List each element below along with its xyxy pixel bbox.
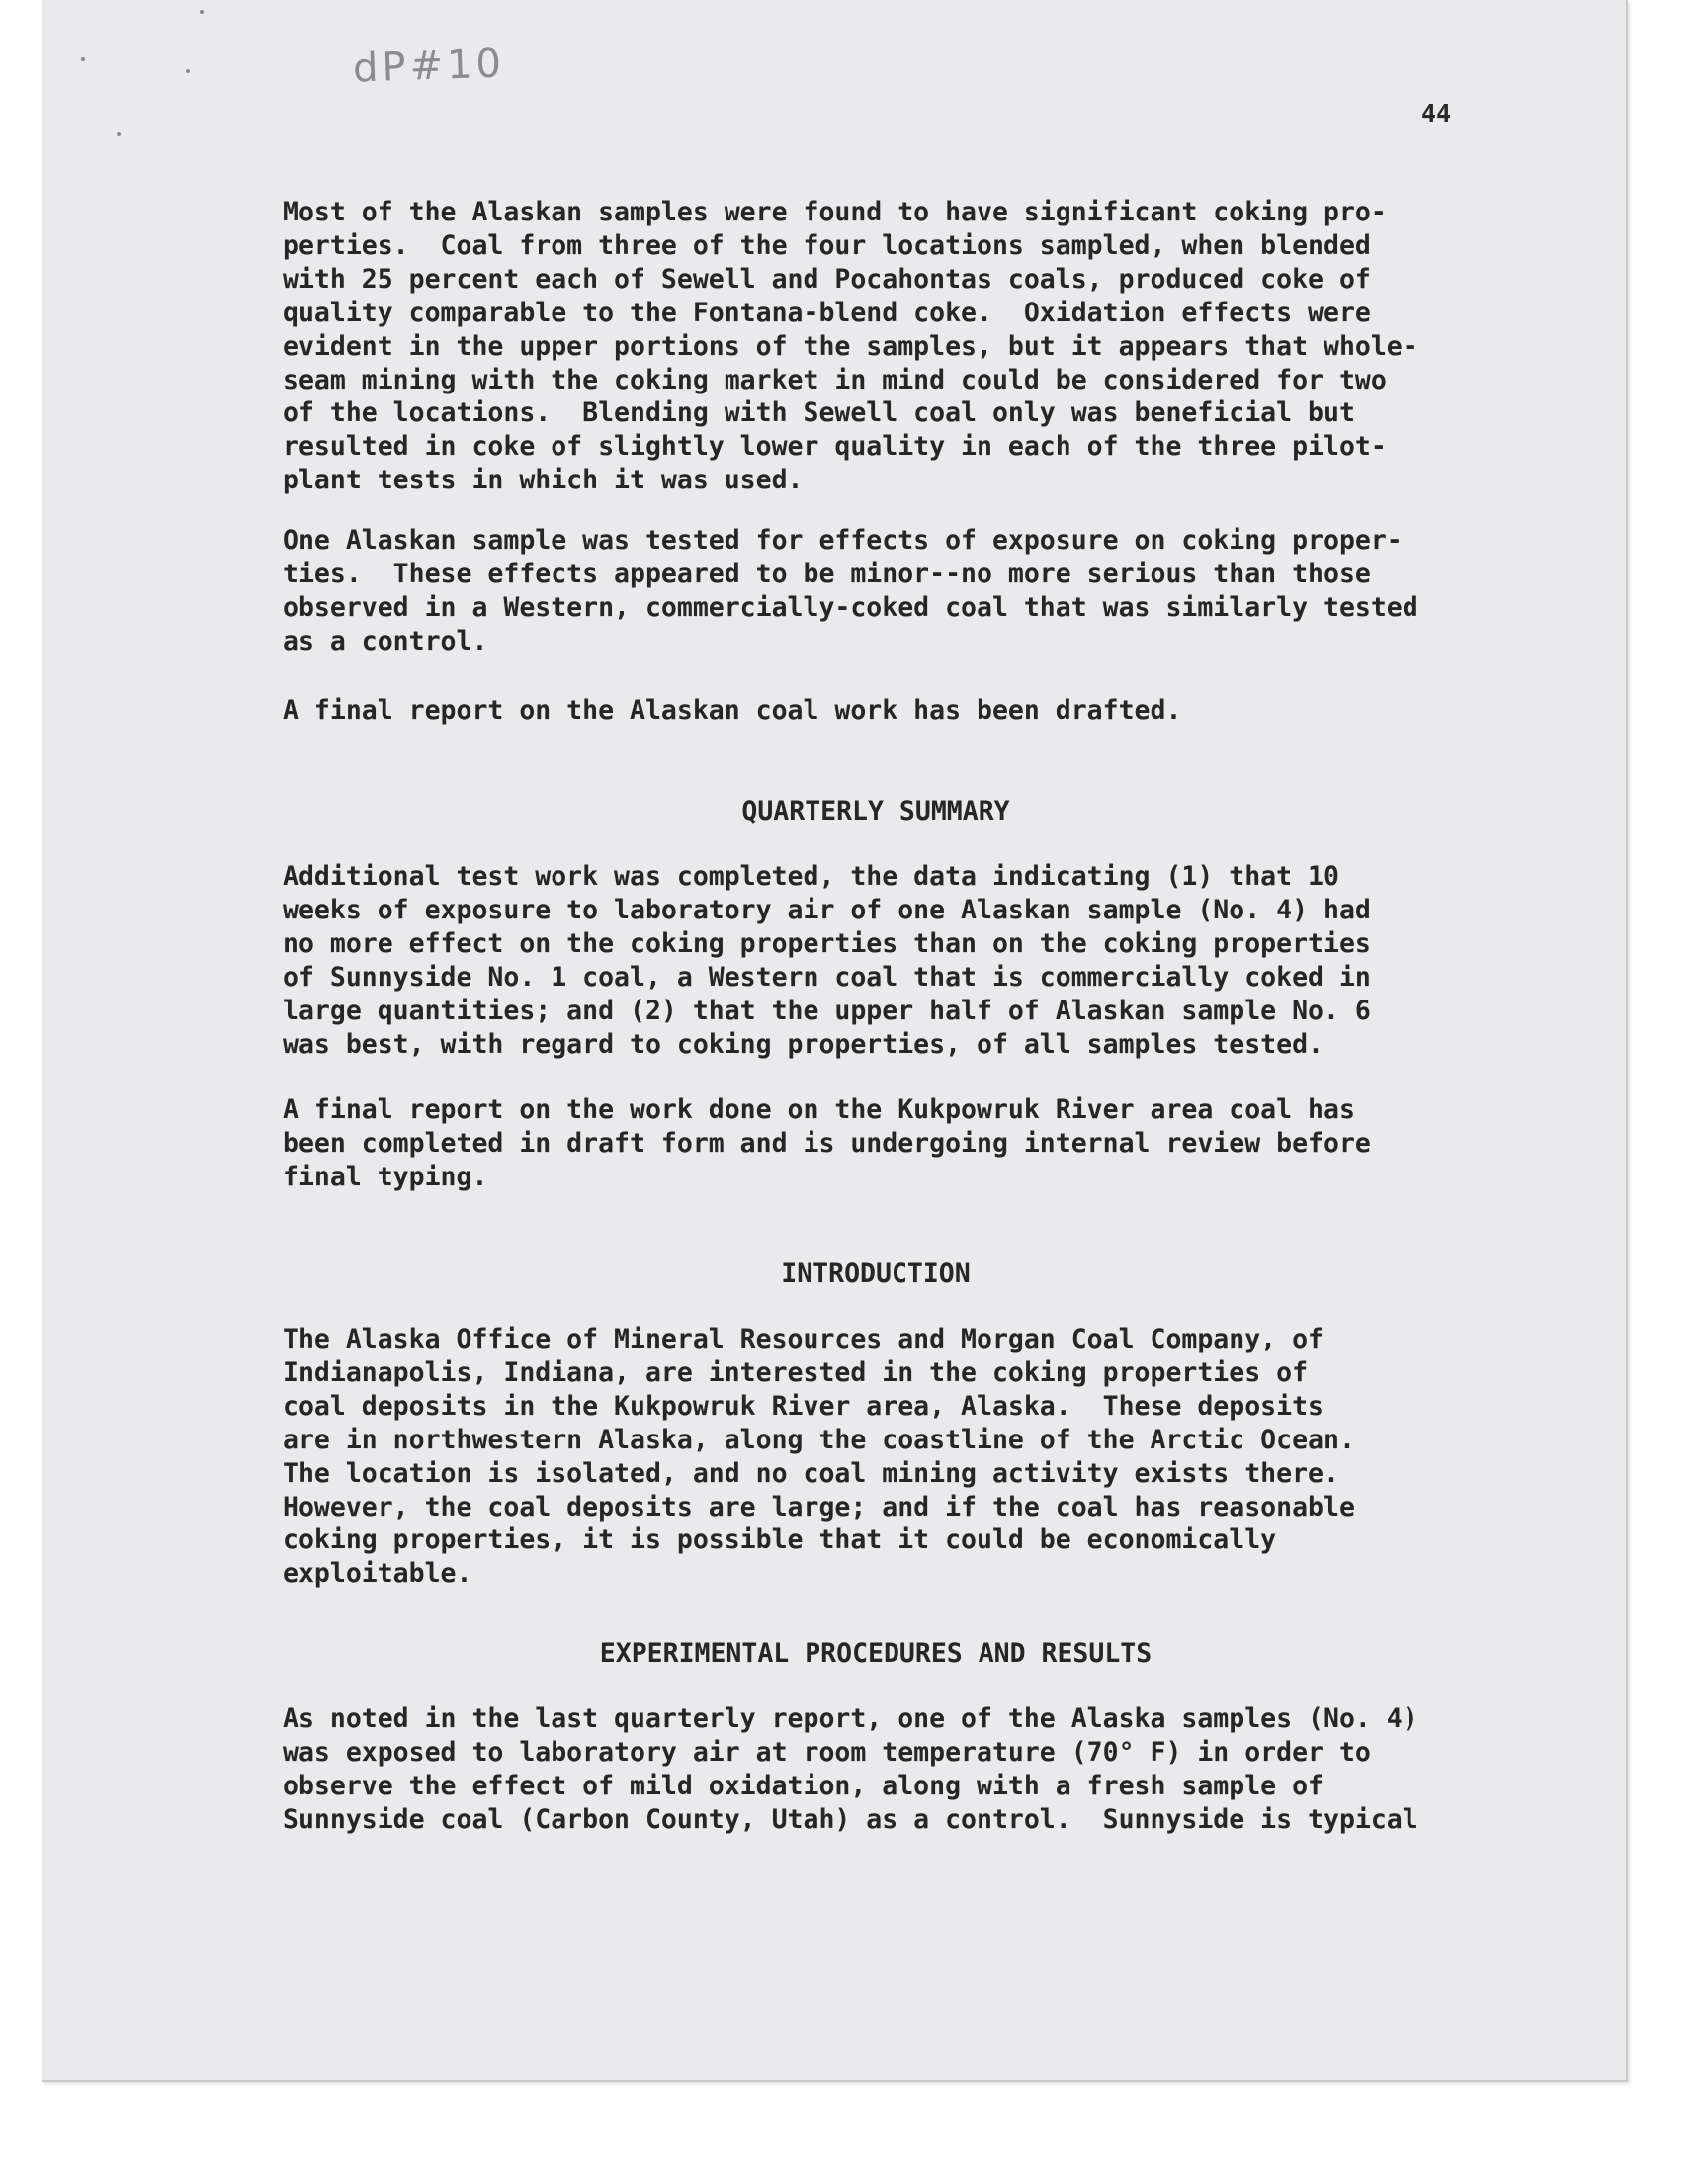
scan-speck [186,69,190,73]
paragraph-final-report-drafted: A final report on the Alaskan coal work has been drafted. [283,695,1182,726]
document-page [42,0,1628,2082]
heading-experimental-procedures: EXPERIMENTAL PROCEDURES AND RESULTS [599,1638,1153,1669]
scan-speck [81,57,85,61]
handwritten-mark: dP#10 [352,41,506,92]
paragraph-exposure-test: One Alaskan sample was tested for effects of exposure on coking proper- ties. These effects appeared to be minor--no more serious than those observed in a Western, commercially-coked coal that was similarly tested as a control. [283,525,1418,656]
heading-quarterly-summary: QUARTERLY SUMMARY [741,796,1010,826]
scan-speck [117,132,121,136]
paragraph-introduction: The Alaska Office of Mineral Resources and Morgan Coal Company, of Indianapolis, Indiana, are interested in the coking properties of coal deposits in the Kukpowruk River area, Alaska. These deposits are in northwestern Alaska, along the coastline of the Arctic Ocean. The location is isolated, and no coal mining activity exists there. However, the coal deposits are large; and if the coal has reasonable coking properties, it is possible that it could be economically exploitable. [283,1324,1355,1590]
scan-speck [200,10,204,14]
page-number: 44 [1421,99,1452,128]
paragraph-quarterly-summary: Additional test work was completed, the data indicating (1) that 10 weeks of exposure to laboratory air of one Alaskan sample (No. 4) had no more effect on the coking properties than on the coking properties of Sunnyside No. 1 coal, a Western coal that is commercially coked in large quantities; and (2) that the upper half of Alaskan sample No. 6 was best, with regard to coking properties, of all samples tested. [283,861,1371,1060]
paragraph-experimental: As noted in the last quarterly report, one of the Alaska samples (No. 4) was exposed to laboratory air at room temperature (70° F) in order to observe the effect of mild oxidation, along with a fresh sample of Sunnyside coal (Carbon County, Utah) as a control. Sunnyside is typical [283,1703,1418,1835]
paragraph-coking-results: Most of the Alaskan samples were found to have significant coking pro- perties. Coal from three of the four locations sampled, when blended with 25 percent each of Sewell and Pocahontas coals, produced coke of quality comparable to the Fontana-blend coke. Oxidation effects were evident in the upper portions of the samples, but it appears that whole- seam mining with the coking market in mind could be considered for two of the locations. Blending with Sewell coal only was beneficial but resulted in coke of slightly lower quality in each of the three pilot- plant tests in which it was used. [283,197,1418,496]
paragraph-kukpowruk-report: A final report on the work done on the Kukpowruk River area coal has been completed in draft form and is undergoing internal review before final typing. [283,1094,1371,1192]
heading-introduction: INTRODUCTION [781,1259,971,1289]
